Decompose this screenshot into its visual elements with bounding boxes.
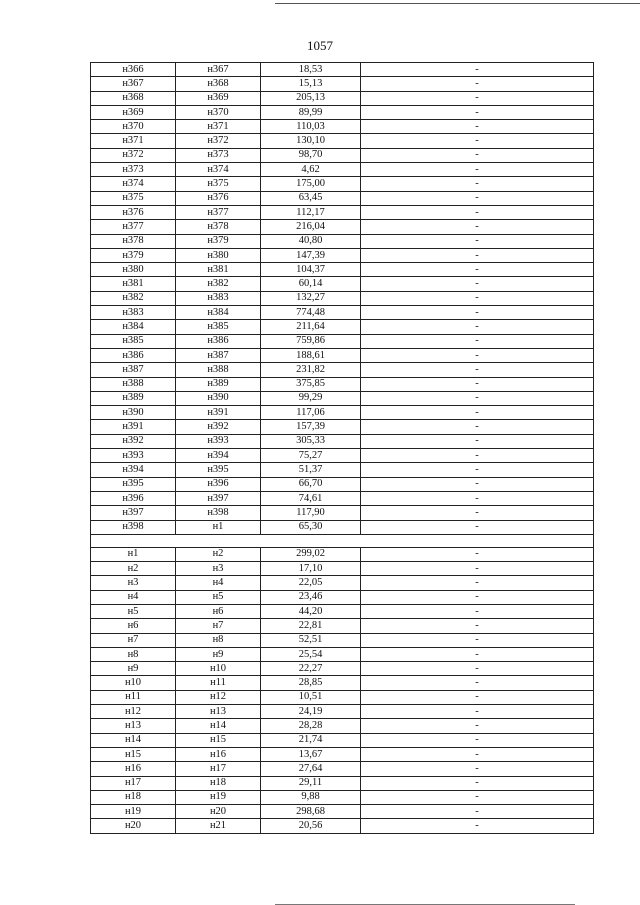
distance-cell: 25,54	[261, 647, 361, 661]
note-cell: -	[361, 449, 594, 463]
note-cell: -	[361, 406, 594, 420]
to-point-cell: н395	[176, 463, 261, 477]
distance-cell: 22,05	[261, 576, 361, 590]
to-point-cell: н4	[176, 576, 261, 590]
from-point-cell: н374	[91, 177, 176, 191]
from-point-cell: н373	[91, 163, 176, 177]
table-row	[91, 391, 594, 405]
to-point-cell: н369	[176, 91, 261, 105]
distance-cell: 298,68	[261, 805, 361, 819]
from-point-cell: н5	[91, 604, 176, 618]
note-cell: -	[361, 647, 594, 661]
distance-cell: 27,64	[261, 762, 361, 776]
distance-cell: 104,37	[261, 263, 361, 277]
separator-row	[91, 534, 594, 547]
distance-cell: 216,04	[261, 220, 361, 234]
table-row	[91, 776, 594, 790]
from-point-cell: н366	[91, 63, 176, 77]
distance-cell: 98,70	[261, 148, 361, 162]
to-point-cell: н389	[176, 377, 261, 391]
to-point-cell: н20	[176, 805, 261, 819]
table-row	[91, 619, 594, 633]
to-point-cell: н383	[176, 291, 261, 305]
note-cell: -	[361, 805, 594, 819]
distance-cell: 22,27	[261, 662, 361, 676]
from-point-cell: н372	[91, 148, 176, 162]
note-cell: -	[361, 790, 594, 804]
from-point-cell: н370	[91, 120, 176, 134]
note-cell: -	[361, 463, 594, 477]
note-cell: -	[361, 719, 594, 733]
distance-cell: 147,39	[261, 248, 361, 262]
table-row	[91, 334, 594, 348]
note-cell: -	[361, 148, 594, 162]
boundary-segments-table	[90, 62, 594, 834]
note-cell: -	[361, 491, 594, 505]
note-cell: -	[361, 205, 594, 219]
to-point-cell: н5	[176, 590, 261, 604]
from-point-cell: н385	[91, 334, 176, 348]
from-point-cell: н14	[91, 733, 176, 747]
note-cell: -	[361, 619, 594, 633]
table-row	[91, 420, 594, 434]
distance-cell: 60,14	[261, 277, 361, 291]
to-point-cell: н370	[176, 105, 261, 119]
table-row	[91, 263, 594, 277]
note-cell: -	[361, 120, 594, 134]
table-row	[91, 477, 594, 491]
note-cell: -	[361, 690, 594, 704]
distance-cell: 112,17	[261, 205, 361, 219]
to-point-cell: н379	[176, 234, 261, 248]
table-row	[91, 662, 594, 676]
to-point-cell: н13	[176, 705, 261, 719]
note-cell: -	[361, 604, 594, 618]
table-row	[91, 576, 594, 590]
from-point-cell: н382	[91, 291, 176, 305]
table-row	[91, 562, 594, 576]
from-point-cell: н383	[91, 306, 176, 320]
to-point-cell: н393	[176, 434, 261, 448]
to-point-cell: н398	[176, 506, 261, 520]
distance-cell: 22,81	[261, 619, 361, 633]
note-cell: -	[361, 220, 594, 234]
from-point-cell: н6	[91, 619, 176, 633]
table-row	[91, 491, 594, 505]
note-cell: -	[361, 248, 594, 262]
note-cell: -	[361, 676, 594, 690]
table-row	[91, 633, 594, 647]
table-row	[91, 205, 594, 219]
distance-cell: 10,51	[261, 690, 361, 704]
to-point-cell: н384	[176, 306, 261, 320]
from-point-cell: н3	[91, 576, 176, 590]
to-point-cell: н392	[176, 420, 261, 434]
note-cell: -	[361, 506, 594, 520]
distance-cell: 40,80	[261, 234, 361, 248]
distance-cell: 299,02	[261, 547, 361, 561]
note-cell: -	[361, 747, 594, 761]
distance-cell: 44,20	[261, 604, 361, 618]
from-point-cell: н392	[91, 434, 176, 448]
to-point-cell: н397	[176, 491, 261, 505]
table-row	[91, 547, 594, 561]
from-point-cell: н395	[91, 477, 176, 491]
to-point-cell: н2	[176, 547, 261, 561]
separator-cell	[91, 534, 594, 547]
to-point-cell: н17	[176, 762, 261, 776]
table-row	[91, 506, 594, 520]
table-row	[91, 105, 594, 119]
to-point-cell: н11	[176, 676, 261, 690]
table-row	[91, 177, 594, 191]
note-cell: -	[361, 662, 594, 676]
table-row	[91, 520, 594, 534]
table-row	[91, 733, 594, 747]
distance-cell: 66,70	[261, 477, 361, 491]
table-row	[91, 163, 594, 177]
distance-cell: 211,64	[261, 320, 361, 334]
from-point-cell: н391	[91, 420, 176, 434]
note-cell: -	[361, 105, 594, 119]
distance-cell: 9,88	[261, 790, 361, 804]
note-cell: -	[361, 477, 594, 491]
table-row	[91, 348, 594, 362]
from-point-cell: н389	[91, 391, 176, 405]
distance-cell: 231,82	[261, 363, 361, 377]
from-point-cell: н394	[91, 463, 176, 477]
note-cell: -	[361, 63, 594, 77]
to-point-cell: н391	[176, 406, 261, 420]
to-point-cell: н18	[176, 776, 261, 790]
distance-cell: 65,30	[261, 520, 361, 534]
table-row	[91, 676, 594, 690]
distance-cell: 188,61	[261, 348, 361, 362]
distance-cell: 18,53	[261, 63, 361, 77]
to-point-cell: н377	[176, 205, 261, 219]
to-point-cell: н7	[176, 619, 261, 633]
table-row	[91, 191, 594, 205]
note-cell: -	[361, 520, 594, 534]
table-row	[91, 363, 594, 377]
from-point-cell: н387	[91, 363, 176, 377]
to-point-cell: н382	[176, 277, 261, 291]
distance-cell: 15,13	[261, 77, 361, 91]
table-row	[91, 705, 594, 719]
table-row	[91, 63, 594, 77]
from-point-cell: н13	[91, 719, 176, 733]
from-point-cell: н16	[91, 762, 176, 776]
to-point-cell: н21	[176, 819, 261, 833]
table-row	[91, 277, 594, 291]
note-cell: -	[361, 819, 594, 833]
to-point-cell: н371	[176, 120, 261, 134]
to-point-cell: н381	[176, 263, 261, 277]
from-point-cell: н8	[91, 647, 176, 661]
to-point-cell: н396	[176, 477, 261, 491]
note-cell: -	[361, 291, 594, 305]
to-point-cell: н386	[176, 334, 261, 348]
note-cell: -	[361, 590, 594, 604]
distance-cell: 28,85	[261, 676, 361, 690]
from-point-cell: н15	[91, 747, 176, 761]
table-row	[91, 77, 594, 91]
to-point-cell: н373	[176, 148, 261, 162]
table-row	[91, 690, 594, 704]
note-cell: -	[361, 576, 594, 590]
distance-cell: 89,99	[261, 105, 361, 119]
from-point-cell: н11	[91, 690, 176, 704]
note-cell: -	[361, 562, 594, 576]
note-cell: -	[361, 733, 594, 747]
from-point-cell: н17	[91, 776, 176, 790]
table-row	[91, 134, 594, 148]
distance-cell: 759,86	[261, 334, 361, 348]
distance-cell: 51,37	[261, 463, 361, 477]
distance-cell: 4,62	[261, 163, 361, 177]
distance-cell: 130,10	[261, 134, 361, 148]
from-point-cell: н381	[91, 277, 176, 291]
to-point-cell: н19	[176, 790, 261, 804]
note-cell: -	[361, 306, 594, 320]
distance-cell: 110,03	[261, 120, 361, 134]
note-cell: -	[361, 134, 594, 148]
distance-cell: 774,48	[261, 306, 361, 320]
distance-cell: 13,67	[261, 747, 361, 761]
from-point-cell: н384	[91, 320, 176, 334]
note-cell: -	[361, 234, 594, 248]
from-point-cell: н2	[91, 562, 176, 576]
from-point-cell: н9	[91, 662, 176, 676]
table-row	[91, 790, 594, 804]
to-point-cell: н16	[176, 747, 261, 761]
distance-cell: 74,61	[261, 491, 361, 505]
table-row	[91, 762, 594, 776]
to-point-cell: н390	[176, 391, 261, 405]
table-row	[91, 234, 594, 248]
table-body	[91, 63, 594, 834]
to-point-cell: н385	[176, 320, 261, 334]
from-point-cell: н393	[91, 449, 176, 463]
note-cell: -	[361, 776, 594, 790]
table-row	[91, 120, 594, 134]
distance-cell: 117,06	[261, 406, 361, 420]
from-point-cell: н18	[91, 790, 176, 804]
to-point-cell: н10	[176, 662, 261, 676]
note-cell: -	[361, 77, 594, 91]
to-point-cell: н376	[176, 191, 261, 205]
to-point-cell: н12	[176, 690, 261, 704]
from-point-cell: н380	[91, 263, 176, 277]
from-point-cell: н376	[91, 205, 176, 219]
table-row	[91, 434, 594, 448]
note-cell: -	[361, 363, 594, 377]
to-point-cell: н387	[176, 348, 261, 362]
from-point-cell: н378	[91, 234, 176, 248]
from-point-cell: н1	[91, 547, 176, 561]
distance-cell: 28,28	[261, 719, 361, 733]
from-point-cell: н12	[91, 705, 176, 719]
distance-cell: 23,46	[261, 590, 361, 604]
note-cell: -	[361, 434, 594, 448]
from-point-cell: н386	[91, 348, 176, 362]
distance-cell: 205,13	[261, 91, 361, 105]
from-point-cell: н7	[91, 633, 176, 647]
from-point-cell: н379	[91, 248, 176, 262]
table-row	[91, 604, 594, 618]
note-cell: -	[361, 633, 594, 647]
distance-cell: 20,56	[261, 819, 361, 833]
from-point-cell: н367	[91, 77, 176, 91]
note-cell: -	[361, 191, 594, 205]
from-point-cell: н397	[91, 506, 176, 520]
top-rule	[275, 3, 640, 4]
to-point-cell: н380	[176, 248, 261, 262]
table-row	[91, 306, 594, 320]
distance-cell: 99,29	[261, 391, 361, 405]
to-point-cell: н375	[176, 177, 261, 191]
note-cell: -	[361, 348, 594, 362]
from-point-cell: н4	[91, 590, 176, 604]
table-row	[91, 377, 594, 391]
note-cell: -	[361, 377, 594, 391]
from-point-cell: н377	[91, 220, 176, 234]
from-point-cell: н396	[91, 491, 176, 505]
table-row	[91, 463, 594, 477]
distance-cell: 375,85	[261, 377, 361, 391]
page-number: 1057	[307, 38, 333, 53]
distance-cell: 175,00	[261, 177, 361, 191]
distance-cell: 305,33	[261, 434, 361, 448]
table-row	[91, 449, 594, 463]
table-row	[91, 747, 594, 761]
to-point-cell: н374	[176, 163, 261, 177]
from-point-cell: н390	[91, 406, 176, 420]
to-point-cell: н388	[176, 363, 261, 377]
note-cell: -	[361, 91, 594, 105]
table-row	[91, 819, 594, 833]
table-row	[91, 406, 594, 420]
distance-cell: 52,51	[261, 633, 361, 647]
to-point-cell: н3	[176, 562, 261, 576]
distance-cell: 132,27	[261, 291, 361, 305]
distance-cell: 63,45	[261, 191, 361, 205]
distance-cell: 117,90	[261, 506, 361, 520]
to-point-cell: н1	[176, 520, 261, 534]
distance-cell: 17,10	[261, 562, 361, 576]
note-cell: -	[361, 163, 594, 177]
table-row	[91, 590, 594, 604]
note-cell: -	[361, 263, 594, 277]
to-point-cell: н394	[176, 449, 261, 463]
note-cell: -	[361, 177, 594, 191]
to-point-cell: н8	[176, 633, 261, 647]
table-row	[91, 291, 594, 305]
from-point-cell: н20	[91, 819, 176, 833]
note-cell: -	[361, 547, 594, 561]
to-point-cell: н378	[176, 220, 261, 234]
table-row	[91, 805, 594, 819]
note-cell: -	[361, 320, 594, 334]
distance-cell: 75,27	[261, 449, 361, 463]
from-point-cell: н10	[91, 676, 176, 690]
from-point-cell: н371	[91, 134, 176, 148]
table-row	[91, 320, 594, 334]
from-point-cell: н375	[91, 191, 176, 205]
from-point-cell: н369	[91, 105, 176, 119]
distance-cell: 157,39	[261, 420, 361, 434]
note-cell: -	[361, 420, 594, 434]
note-cell: -	[361, 705, 594, 719]
table-row	[91, 148, 594, 162]
distance-cell: 29,11	[261, 776, 361, 790]
from-point-cell: н19	[91, 805, 176, 819]
to-point-cell: н6	[176, 604, 261, 618]
note-cell: -	[361, 277, 594, 291]
table-row	[91, 248, 594, 262]
note-cell: -	[361, 391, 594, 405]
table-row	[91, 91, 594, 105]
note-cell: -	[361, 334, 594, 348]
table-row	[91, 719, 594, 733]
note-cell: -	[361, 762, 594, 776]
distance-cell: 24,19	[261, 705, 361, 719]
to-point-cell: н367	[176, 63, 261, 77]
to-point-cell: н15	[176, 733, 261, 747]
from-point-cell: н368	[91, 91, 176, 105]
distance-cell: 21,74	[261, 733, 361, 747]
to-point-cell: н368	[176, 77, 261, 91]
from-point-cell: н388	[91, 377, 176, 391]
table-row	[91, 220, 594, 234]
table-row	[91, 647, 594, 661]
to-point-cell: н9	[176, 647, 261, 661]
to-point-cell: н372	[176, 134, 261, 148]
from-point-cell: н398	[91, 520, 176, 534]
to-point-cell: н14	[176, 719, 261, 733]
